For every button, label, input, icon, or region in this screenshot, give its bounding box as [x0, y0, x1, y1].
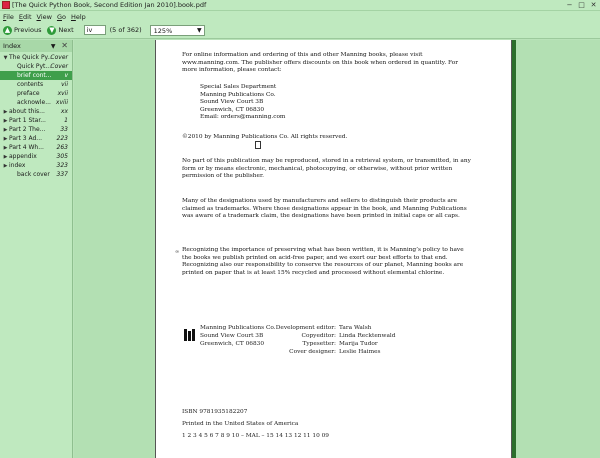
toc-item-page: xviii — [55, 99, 68, 106]
credit-role: Development editor: — [275, 325, 336, 331]
expand-icon[interactable]: ▶ — [3, 117, 8, 124]
address-line: Greenwich, CT 06830 — [200, 341, 265, 347]
menu-file[interactable]: File — [3, 12, 14, 21]
sales-address — [182, 84, 472, 122]
trademarks-paragraph — [182, 198, 472, 221]
credit-row — [274, 340, 395, 348]
menu-go[interactable]: Go — [56, 12, 66, 21]
toc-item-page: vii — [61, 81, 68, 88]
arrow-down-icon: ▼ — [49, 25, 55, 34]
page-count: (5 of 362) — [109, 26, 142, 34]
toc-item[interactable] — [0, 107, 72, 116]
acid-free-text: Recognizing the importance of preserving what has been written, it is Manning’s policy to have the books we publish printed on acid-free paper, and we exert our best efforts to that end. Recognizing also our responsibility to conserve the resources of our planet, Manning books are printed on paper that is at least 15% recycled and processed without elemental chlorine. — [182, 247, 464, 276]
print-line: 1 2 3 4 5 6 7 8 9 10 – MAL – 15 14 13 12 11 10 09 — [182, 433, 329, 439]
toc-item-label: preface — [17, 90, 40, 97]
credit-name: Linda Recktenwald — [339, 333, 396, 339]
toc-item-label: back cover — [17, 171, 50, 178]
credit-name: Tara Walsh — [339, 325, 372, 331]
close-icon[interactable]: ✕ — [61, 41, 68, 50]
toc-item[interactable] — [0, 125, 72, 134]
credit-row — [274, 348, 395, 356]
expand-icon[interactable]: ▶ — [3, 153, 8, 160]
expand-icon[interactable]: ▶ — [3, 108, 8, 115]
document-view[interactable] — [74, 40, 600, 458]
toc-item-page: 337 — [56, 171, 68, 178]
toc-item-label: index — [9, 162, 26, 169]
address-line: Sound View Court 3B — [200, 333, 264, 339]
window-title: [The Quick Python Book, Second Edition Jan 2010].book.pdf — [12, 1, 207, 9]
toc-item[interactable] — [0, 62, 72, 71]
toc-item-label: brief cont... — [17, 72, 52, 79]
toc-item[interactable] — [0, 116, 72, 125]
expand-icon[interactable]: ▶ — [3, 144, 8, 151]
toc-item-label: Part 1 Star... — [9, 117, 46, 124]
previous-label: Previous — [14, 26, 42, 34]
menu-bar — [0, 11, 600, 22]
toc-item[interactable] — [0, 152, 72, 161]
toc-item-label: Part 2 The... — [9, 126, 46, 133]
toc-item-label: The Quick Py... — [9, 54, 53, 61]
toc-item[interactable] — [0, 53, 72, 62]
toc-item-page: 323 — [56, 162, 68, 169]
window-controls — [565, 1, 598, 10]
toc-item-label: about this... — [9, 108, 45, 115]
address-line: Sound View Court 3B — [200, 99, 264, 106]
toc-item-label: Part 3 Ad... — [9, 135, 43, 142]
app-icon — [2, 1, 10, 9]
close-icon[interactable]: ✕ — [590, 1, 597, 9]
toc-item-page: Cover — [50, 63, 68, 70]
page-number-input[interactable]: iv — [84, 25, 106, 35]
sidebar-mode-label: Index — [3, 42, 21, 50]
toc-item-page: 33 — [60, 126, 68, 133]
toc-item-page: 305 — [56, 153, 68, 160]
isbn-text: ISBN 9781935182207 — [182, 409, 248, 415]
expand-icon[interactable]: ▶ — [3, 135, 8, 142]
toc-item[interactable] — [0, 143, 72, 152]
credit-row — [274, 324, 395, 332]
copyright-text: ©2010 by Manning Publications Co. All rights reserved. — [182, 134, 348, 140]
credit-role: Typesetter: — [302, 341, 336, 347]
index-tree — [0, 53, 72, 179]
chevron-down-icon[interactable]: ▼ — [50, 42, 56, 50]
previous-button[interactable] — [3, 26, 41, 35]
toc-item-page: Cover — [50, 54, 68, 61]
toc-item-page: xx — [60, 108, 68, 115]
manning-logo — [184, 329, 195, 341]
page-shadow — [512, 40, 516, 458]
infinity-icon: ∞ — [175, 249, 180, 255]
next-label: Next — [58, 26, 74, 34]
address-line: Special Sales Department — [200, 84, 277, 90]
minimize-icon[interactable]: − — [566, 1, 573, 9]
toc-item[interactable] — [0, 170, 72, 179]
maximize-icon[interactable]: □ — [578, 1, 585, 9]
reproduction-text: No part of this publication may be reproduced, stored in a retrieval system, or transmitted, in any form or by means electronic, mechanical, photocopying, or otherwise, without prior written permission of the publisher. — [182, 158, 471, 180]
intro-text: For online information and ordering of this and other Manning books, please visit www.manning.com. The publisher offers discounts on this book when ordered in quantity. For more information, please contact: — [182, 52, 458, 74]
isbn-block — [182, 406, 329, 442]
toc-item-page: 263 — [56, 144, 68, 151]
toc-item-label: Quick Pyt... — [17, 63, 52, 70]
expand-icon[interactable]: ▶ — [3, 126, 8, 133]
address-line: Email: orders@manning.com — [200, 114, 286, 121]
credit-role: Cover designer: — [289, 349, 336, 355]
toc-item[interactable] — [0, 134, 72, 143]
address-line: Manning Publications Co. — [200, 325, 276, 331]
toc-item[interactable] — [0, 80, 72, 89]
acid-free-paragraph — [182, 247, 472, 277]
next-button[interactable] — [47, 26, 73, 35]
toc-item[interactable] — [0, 161, 72, 170]
reproduction-paragraph — [182, 158, 472, 181]
menu-edit[interactable]: Edit — [18, 12, 32, 21]
pdf-page — [155, 40, 512, 458]
copyright-line — [182, 134, 472, 142]
address-line: Manning Publications Co. — [200, 91, 276, 98]
printed-text: Printed in the United States of America — [182, 421, 299, 427]
toc-item-label: appendix — [9, 153, 37, 160]
credit-name: Leslie Haimes — [339, 349, 381, 355]
sidebar-header[interactable] — [0, 40, 72, 52]
menu-view[interactable]: View — [36, 12, 52, 21]
sidebar — [0, 40, 73, 458]
toc-item-label: Part 4 Wh... — [9, 144, 44, 151]
zoom-value: 125% — [153, 26, 173, 35]
chevron-down-icon: ▼ — [197, 26, 202, 34]
toc-item-page: 1 — [64, 117, 68, 124]
publisher-address — [200, 324, 276, 348]
toc-item[interactable] — [0, 98, 72, 107]
credit-role: Copyeditor: — [301, 333, 336, 339]
toc-item[interactable] — [0, 89, 72, 98]
expand-icon[interactable]: ▶ — [3, 162, 8, 169]
address-line: Greenwich, CT 06830 — [200, 106, 265, 113]
toc-item-label: acknowle... — [17, 99, 51, 106]
toc-item-label: contents — [17, 81, 44, 88]
credit-row — [274, 332, 395, 340]
toc-item-page: v — [64, 72, 68, 79]
menu-help[interactable]: Help — [70, 12, 86, 21]
toc-item-page: xvii — [57, 90, 68, 97]
zoom-select[interactable] — [150, 25, 205, 36]
trademarks-text: Many of the designations used by manufacturers and sellers to distinguish their products are claimed as trademarks. Where those designations appear in the book, and Manning Publications was aware of a trademark claim, the designations have been printed in initial caps or all caps. — [182, 198, 467, 220]
intro-paragraph — [182, 52, 472, 75]
credits-list — [274, 324, 395, 356]
cursor-icon — [255, 141, 261, 149]
toc-item[interactable] — [0, 71, 72, 80]
credit-name: Marija Tudor — [339, 341, 378, 347]
title-bar — [0, 0, 600, 11]
collapse-icon[interactable]: ▼ — [3, 54, 8, 61]
toc-item-page: 223 — [56, 135, 68, 142]
toolbar — [0, 22, 600, 39]
arrow-up-icon: ▲ — [4, 25, 11, 34]
